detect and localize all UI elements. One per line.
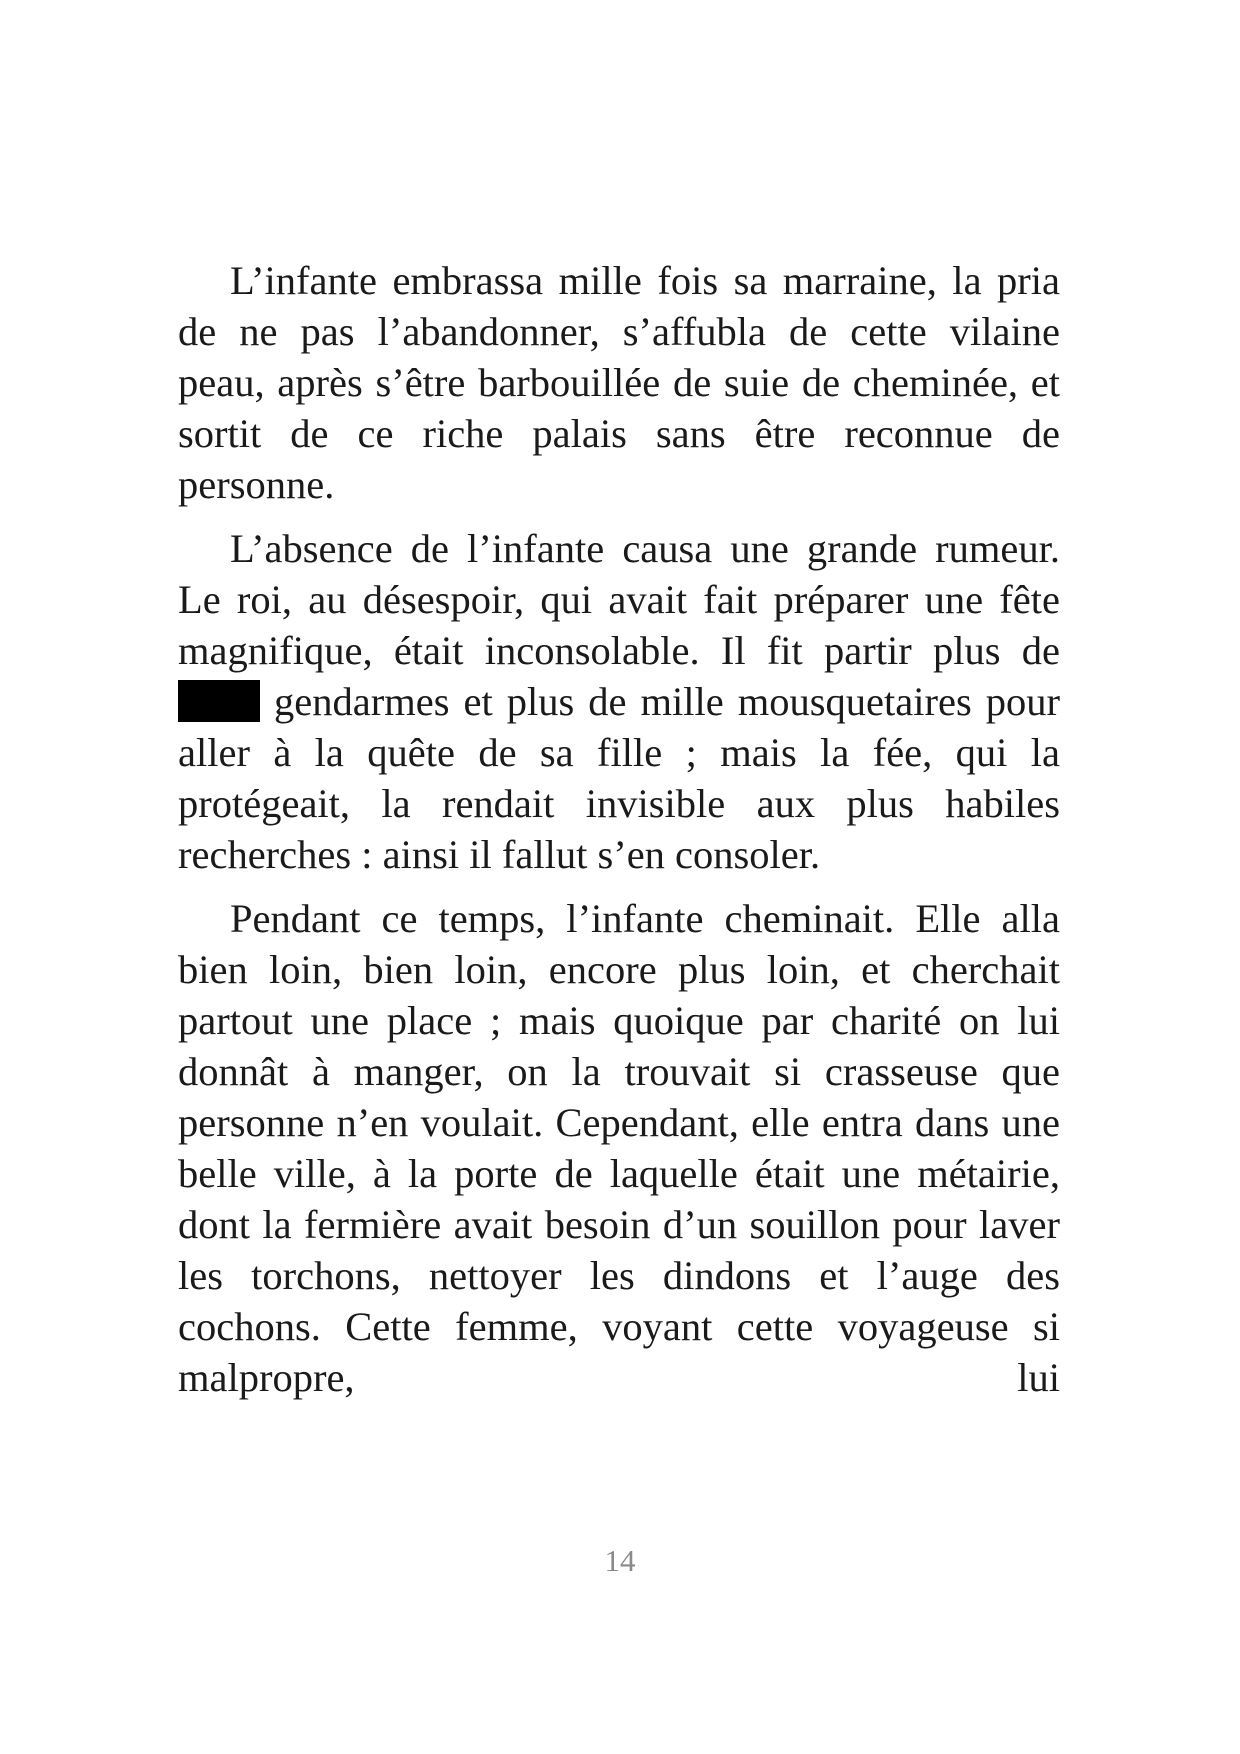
paragraph-3	[178, 893, 1060, 1403]
paragraph-1	[178, 255, 1060, 510]
body-text	[178, 255, 1060, 1416]
paragraph-2	[178, 523, 1060, 880]
paragraph-2-text-after: gendarmes et plus de mille mousquetaires pour aller à la quête de sa fille ; mais la fée, qui la protégeait, la rendait invisible aux plus habiles recherches : ainsi il fallut s’en consoler.	[178, 679, 1061, 877]
paragraph-1-text: L’infante embrassa mille fois sa marraine, la pria de ne pas l’abandonner, s’affubla de cette vilaine peau, après s’être barbouillée de suie de cheminée, et sortit de ce riche palais sans être reconnue de personne.	[178, 258, 1060, 507]
paragraph-3-text: Pendant ce temps, l’infante cheminait. Elle alla bien loin, bien loin, encore plus loin, et cherchait partout une place ; mais quoique par charité on lui donnât à manger, on la trouvait si crasseuse que personne n’en voulait. Cependant, elle entra dans une belle ville, à la porte de laquelle était une métairie, dont la fermière avait besoin d’un souillon pour laver les torchons, nettoyer les dindons et l’auge des cochons. Cette femme, voyant cette voyageuse si malpropre, lui	[178, 896, 1060, 1400]
paragraph-2-text-before: L’absence de l’infante causa une grande rumeur. Le roi, au désespoir, qui avait fait préparer une fête magnifique, était inconsolable. Il fit partir plus de	[178, 526, 1060, 673]
page-number: 14	[604, 1543, 636, 1578]
redaction-box	[178, 680, 260, 722]
